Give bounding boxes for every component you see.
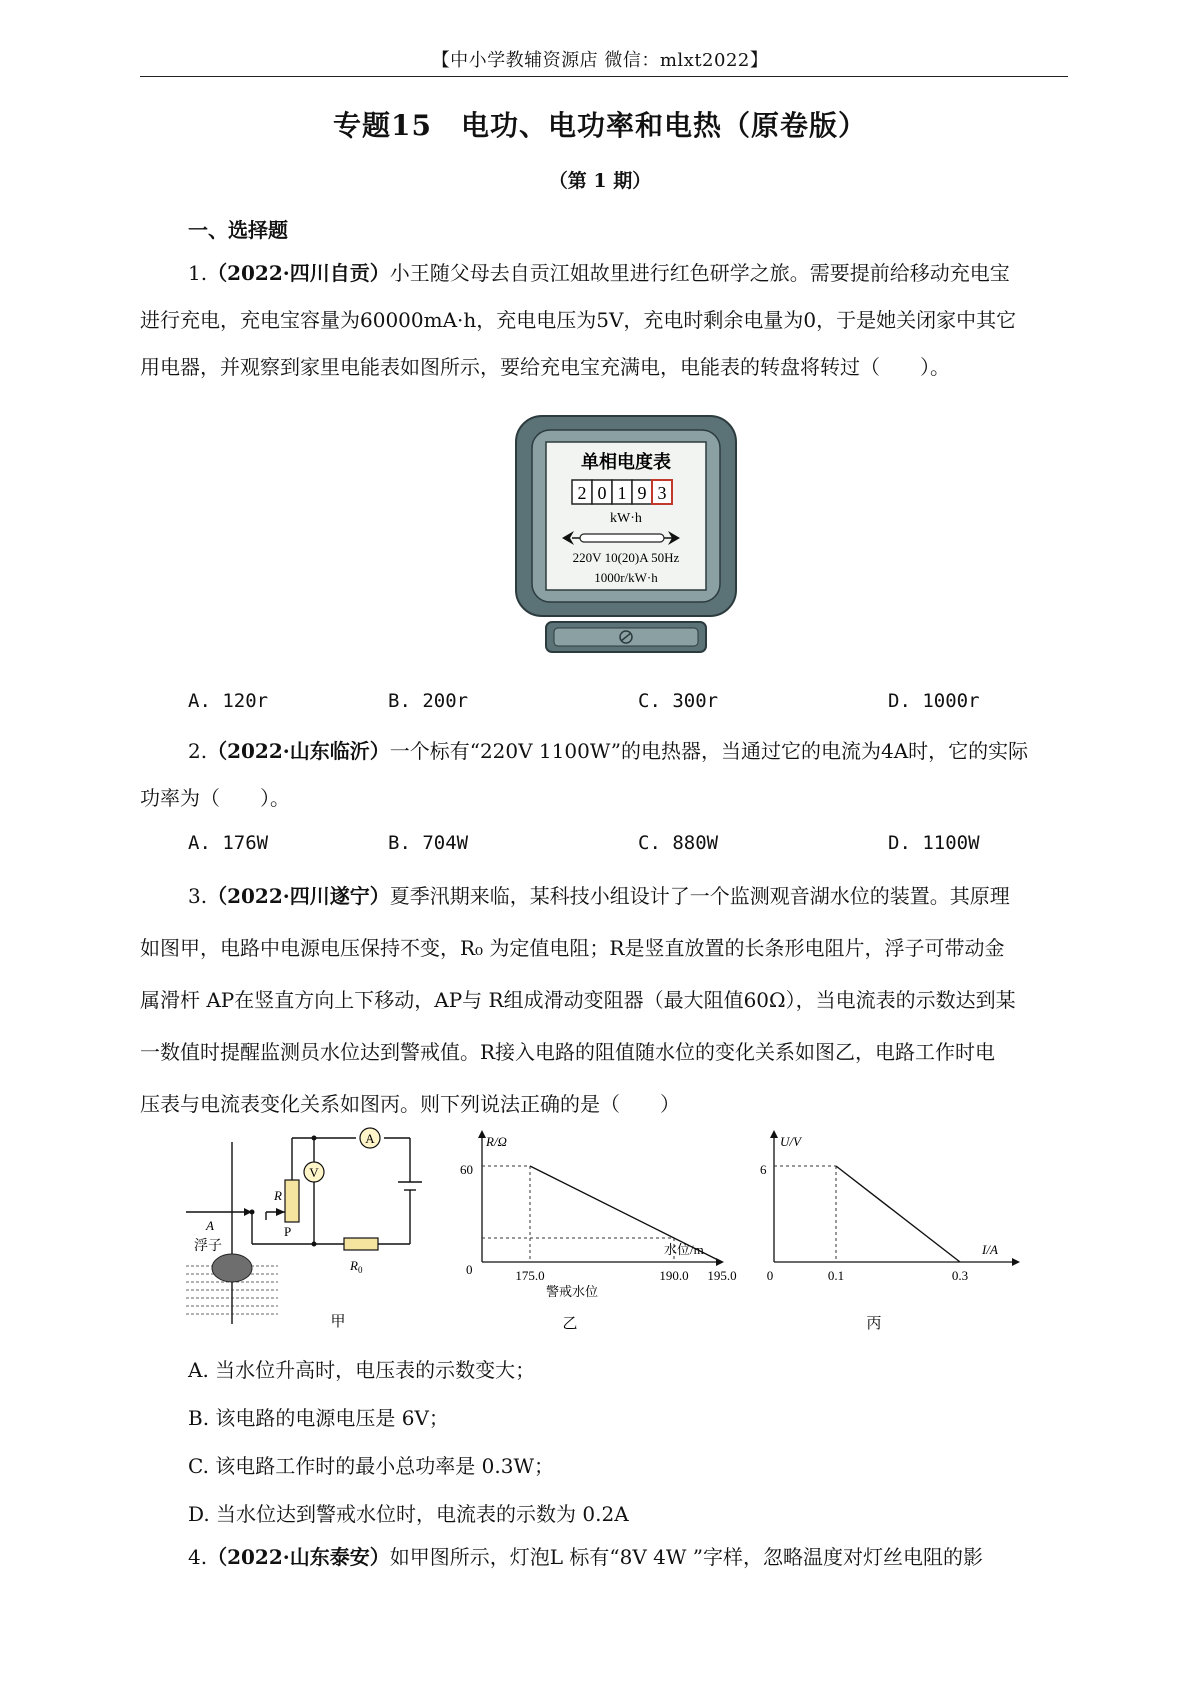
- graph3-caption: 丙: [866, 1316, 882, 1332]
- question-4: [140, 1534, 1065, 1581]
- x-tick-label: 175.0: [515, 1268, 545, 1283]
- header-rule: [140, 76, 1068, 77]
- graph2-caption: 乙: [562, 1316, 578, 1332]
- meter-rating: 220V 10(20)A 50Hz: [572, 550, 680, 565]
- y-axis-label: U/V: [780, 1134, 801, 1149]
- meter-unit: kW·h: [610, 511, 642, 526]
- x-tick-label: 0.3: [951, 1268, 969, 1283]
- q1-option-a[interactable]: A. 120r: [188, 690, 269, 712]
- circuit-caption: 甲: [330, 1314, 346, 1330]
- meter-digit-boxes: [572, 480, 672, 504]
- electric-meter-figure: [510, 410, 742, 660]
- graph-voltage-vs-current: [756, 1130, 1026, 1340]
- y-tick-label: 6: [760, 1162, 767, 1177]
- y-axis-arrow-icon: [770, 1130, 778, 1138]
- meter-revolutions: 1000r/kW·h: [594, 570, 658, 585]
- q2-line2: 功率为（ ）。: [140, 786, 290, 810]
- q3-option-c[interactable]: C. 该电路工作时的最小总功率是 0.3W；: [188, 1454, 555, 1478]
- origin-label: 0: [766, 1268, 774, 1283]
- label-r: R: [274, 1188, 282, 1203]
- junction-dot: [250, 1210, 255, 1215]
- meter-digit: 0: [597, 483, 607, 503]
- q1-line1: 小王随父母去自贡江姐故里进行红色研学之旅。需要提前给移动充电宝: [389, 261, 1010, 285]
- y-axis-arrow-icon: [478, 1130, 486, 1138]
- q4-source: （2022·山东泰安）: [207, 1545, 390, 1569]
- q3-source: （2022·四川遂宁）: [207, 884, 390, 908]
- q3-option-d[interactable]: D. 当水位达到警戒水位时，电流表的示数为 0.2A: [188, 1502, 629, 1526]
- junction-dot: [312, 1136, 317, 1141]
- question-1: [140, 250, 1065, 391]
- q3-option-a[interactable]: A. 当水位升高时，电压表的示数变大；: [188, 1358, 536, 1382]
- q3-line4: 一数值时提醒监测员水位达到警戒值。R接入电路的阻值随水位的变化关系如图乙，电路工作时电: [140, 1040, 996, 1064]
- q2-line1: 一个标有“220V 1100W”的电热器，当通过它的电流为4A时，它的实际: [389, 739, 1029, 763]
- q1-number: 1.: [188, 261, 208, 285]
- q3-number: 3.: [188, 884, 208, 908]
- x-tick-label: 0.1: [827, 1268, 845, 1283]
- question-3: [140, 870, 1065, 1130]
- label-r0: $R_0$: [350, 1258, 363, 1275]
- y-tick-label: 60: [460, 1162, 473, 1177]
- q1-option-b[interactable]: B. 200r: [388, 690, 469, 712]
- q2-option-b[interactable]: B. 704W: [388, 832, 469, 854]
- resistor-r: [285, 1180, 299, 1222]
- q3-line3: 属滑杆 AP在竖直方向上下移动，AP与 R组成滑动变阻器（最大阻值60Ω），当电流表的示数达到某: [140, 988, 1016, 1012]
- q1-line3: 用电器，并观察到家里电能表如图所示，要给充电宝充满电，电能表的转盘将转过（ ）。: [140, 355, 950, 379]
- q3-line1: 夏季汛期来临，某科技小组设计了一个监测观音湖水位的装置。其原理: [389, 884, 1010, 908]
- q2-option-a[interactable]: A. 176W: [188, 832, 269, 854]
- y-axis-label: R/Ω: [486, 1134, 507, 1149]
- q3-line5: 压表与电流表变化关系如图丙。则下列说法正确的是（ ）: [140, 1092, 680, 1116]
- page-title: 专题15 电功、电功率和电热（原卷版）: [333, 109, 867, 142]
- x-axis-label: 水位/m: [664, 1242, 704, 1257]
- x-tick-label: 195.0: [707, 1268, 737, 1283]
- section-heading: 一、选择题: [188, 218, 288, 242]
- meter-digit: 2: [577, 483, 587, 503]
- series-line: [836, 1166, 960, 1262]
- guide-lines: [774, 1166, 836, 1262]
- label-float: 浮子: [194, 1239, 222, 1254]
- q1-line2: 进行充电，充电宝容量为60000mA·h，充电电压为5V，充电时剩余电量为0，于是她关闭家中其它: [140, 308, 1017, 332]
- annotation-warning-level: 警戒水位: [545, 1284, 599, 1299]
- junction-dot: [312, 1242, 317, 1247]
- meter-digit: 1: [617, 483, 627, 503]
- meter-title: 单相电度表: [581, 452, 671, 472]
- q2-option-c[interactable]: C. 880W: [638, 832, 719, 854]
- q4-number: 4.: [188, 1545, 208, 1569]
- label-p: P: [284, 1224, 292, 1239]
- q2-number: 2.: [188, 739, 208, 763]
- x-axis-label: I/A: [982, 1242, 998, 1257]
- x-axis-arrow-icon: [1012, 1258, 1020, 1266]
- q3-line2: 如图甲，电路中电源电压保持不变，R₀ 为定值电阻；R是竖直放置的长条形电阻片，浮子可带动金: [140, 936, 1005, 960]
- q2-option-d[interactable]: D. 1100W: [888, 832, 980, 854]
- page-header: 【中小学教辅资源店 微信：mlxt2022】: [431, 50, 769, 71]
- label-a: A: [206, 1218, 214, 1233]
- origin-label: 0: [466, 1262, 473, 1277]
- guide-lines: [482, 1166, 674, 1262]
- q2-source: （2022·山东临沂）: [207, 739, 390, 763]
- ammeter-label: A: [365, 1131, 375, 1146]
- q1-option-c[interactable]: C. 300r: [638, 690, 719, 712]
- q1-source: （2022·四川自贡）: [207, 261, 390, 285]
- question-2: [140, 728, 1065, 822]
- q3-option-b[interactable]: B. 该电路的电源电压是 6V；: [188, 1406, 449, 1430]
- float-icon: [212, 1254, 252, 1282]
- page-subtitle: （第 1 期）: [548, 170, 652, 192]
- slider-arrow-icon: [276, 1208, 285, 1216]
- meter-digit: 3: [657, 483, 667, 503]
- q1-option-d[interactable]: D. 1000r: [888, 690, 980, 712]
- x-tick-label: 190.0: [659, 1268, 689, 1283]
- resistor-r0: [344, 1238, 378, 1250]
- circuit-figure: [186, 1128, 436, 1338]
- meter-digit: 9: [637, 483, 647, 503]
- graph-resistance-vs-level: [448, 1130, 737, 1340]
- q4-line1: 如甲图所示，灯泡L 标有“8V 4W ”字样，忽略温度对灯丝电阻的影: [389, 1545, 983, 1569]
- voltmeter-label: V: [309, 1165, 319, 1180]
